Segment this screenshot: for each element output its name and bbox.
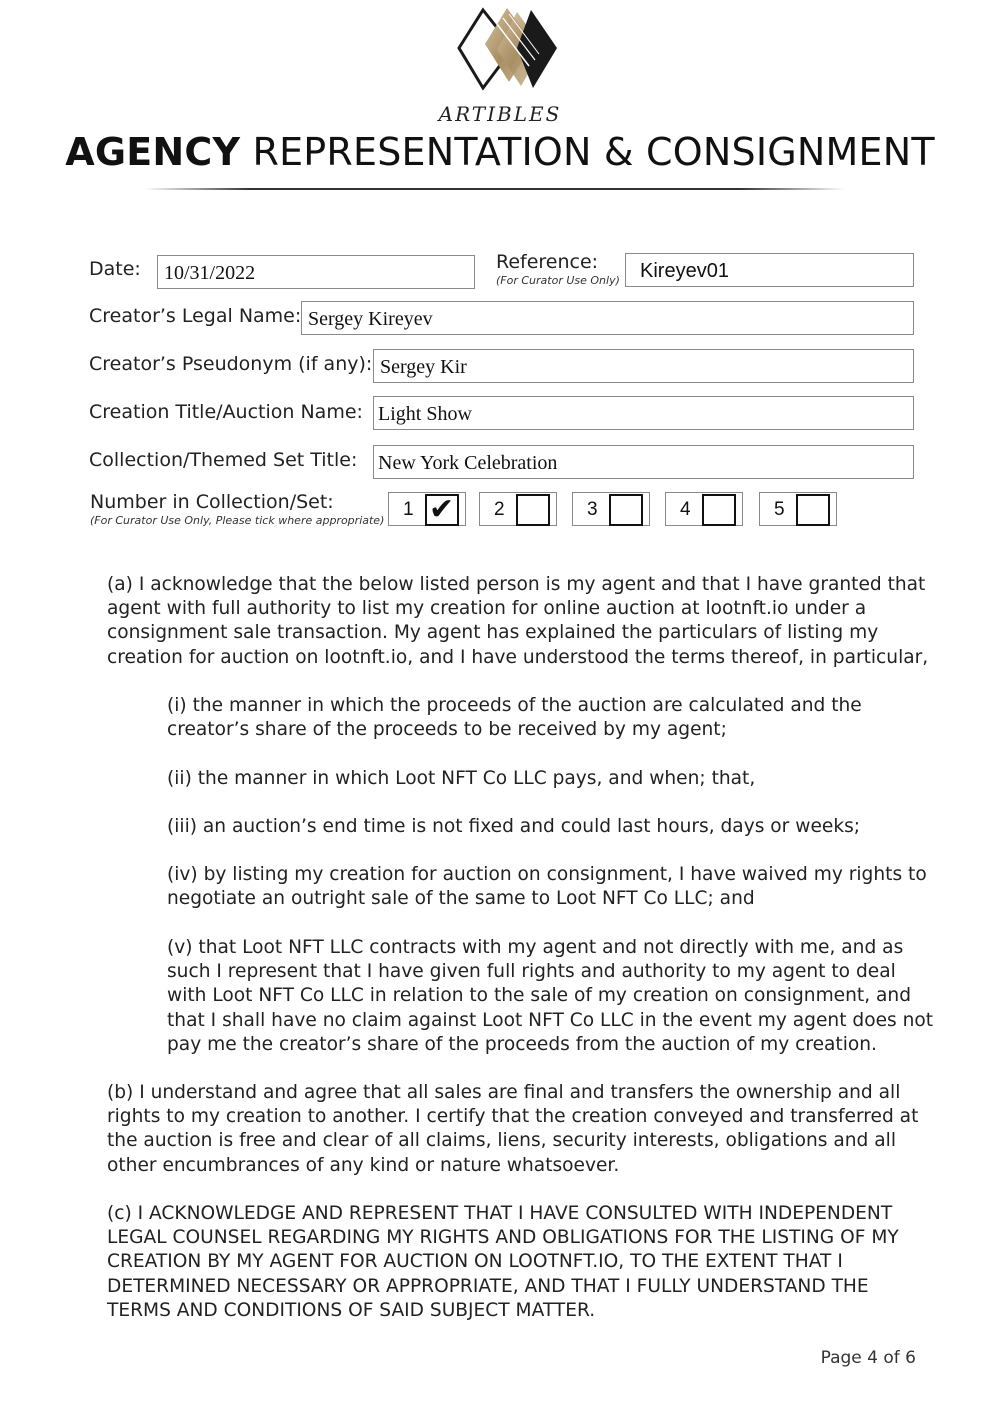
pseudonym-label: Creator’s Pseudonym (if any): xyxy=(89,353,373,375)
pseudonym-value: Sergey Kir xyxy=(380,356,467,378)
title-bold: AGENCY xyxy=(65,130,241,174)
collection-label: Collection/Themed Set Title: xyxy=(89,449,358,471)
clause-b xyxy=(107,1081,937,1178)
date-label: Date: xyxy=(89,258,141,280)
number-option-label: 5 xyxy=(774,499,785,520)
number-label: Number in Collection/Set: xyxy=(90,491,334,513)
clause-a xyxy=(107,573,937,670)
clause-v xyxy=(167,936,937,1057)
pseudonym-field[interactable] xyxy=(373,349,914,383)
clause-iv xyxy=(167,863,927,911)
number-checkbox[interactable] xyxy=(796,494,830,526)
collection-value: New York Celebration xyxy=(378,452,558,474)
creation-title-field[interactable] xyxy=(373,396,914,430)
legal-name-value: Sergey Kireyev xyxy=(308,308,433,330)
clause-c-text: (c) I ACKNOWLEDGE AND REPRESENT THAT I HAVE CONSULTED WITH INDEPENDENT LEGAL COUNSEL REGARDING MY RIGHTS AND OBLIGATIONS FOR THE LISTING OF MY CREATION BY MY AGENT FOR AUCTION ON LOOTNFT.IO, TO THE EXTENT THAT I DETERMINED NECESSARY OR APPROPRIATE, AND THAT I FULLY UNDERSTAND THE TERMS AND CONDITIONS OF SAID SUBJECT MATTER. xyxy=(107,1203,899,1321)
number-option-5[interactable] xyxy=(759,492,837,526)
number-option-4[interactable] xyxy=(665,492,743,526)
clause-iii-text: (iii) an auction’s end time is not fixed and could last hours, days or weeks; xyxy=(167,816,861,837)
creation-title-label: Creation Title/Auction Name: xyxy=(89,401,363,423)
date-value: 10/31/2022 xyxy=(164,262,256,284)
number-option-label: 3 xyxy=(587,499,598,520)
number-note: (For Curator Use Only, Please tick where appropriate) xyxy=(90,514,385,527)
clause-ii xyxy=(167,767,937,791)
clause-b-text: (b) I understand and agree that all sales are final and transfers the ownership and all rights to my creation to another. I certify that the creation conveyed and transferred at the auction is free and clear of all claims, liens, security interests, obligations and all other encumbrances of any kind or nature whatsoever. xyxy=(107,1082,919,1176)
brand-name: ARTIBLES xyxy=(438,102,562,126)
clause-iii xyxy=(167,815,937,839)
reference-note: (For Curator Use Only) xyxy=(496,274,620,287)
number-checkbox[interactable] xyxy=(702,494,736,526)
creation-title-value: Light Show xyxy=(378,403,472,425)
clause-iv-text: (iv) by listing my creation for auction on consignment, I have waived my rights to negotiate an outright sale of the same to Loot NFT Co LLC; and xyxy=(167,864,927,910)
number-option-label: 4 xyxy=(680,499,691,520)
reference-field[interactable] xyxy=(625,253,914,287)
title-divider xyxy=(145,188,845,190)
number-option-3[interactable] xyxy=(572,492,650,526)
number-checkbox[interactable] xyxy=(609,494,643,526)
legal-name-label: Creator’s Legal Name: xyxy=(89,305,302,327)
clause-a-text: (a) I acknowledge that the below listed person is my agent and that I have granted that agent with full authority to list my creation for online auction at lootnft.io under a consignment sale transaction. My agent has explained the particulars of listing my creation for auction on lootnft.io, and I have understood the terms thereof, in particular, xyxy=(107,574,929,668)
date-field[interactable] xyxy=(157,255,475,289)
number-option-label: 2 xyxy=(494,499,505,520)
check-mark-icon: ✔ xyxy=(429,492,455,527)
number-option-1[interactable] xyxy=(388,492,466,526)
clause-v-text: (v) that Loot NFT LLC contracts with my agent and not directly with me, and as such I represent that I have given full rights and authority to my agent to deal with Loot NFT Co LLC in relation to the sale of my creation on consignment, and that I shall have no claim against Loot NFT Co LLC in the event my agent does not pay me the creator’s share of the proceeds from the auction of my creation. xyxy=(167,937,934,1055)
clause-i-text: (i) the manner in which the proceeds of the auction are calculated and the creator’s share of the proceeds to be received by my agent; xyxy=(167,695,862,741)
collection-field[interactable] xyxy=(373,445,914,479)
clause-c xyxy=(107,1202,907,1323)
title-rest: REPRESENTATION & CONSIGNMENT xyxy=(252,130,935,174)
legal-name-field[interactable] xyxy=(301,301,914,335)
page-number: Page 4 of 6 xyxy=(820,1348,916,1368)
number-checkbox[interactable] xyxy=(516,494,550,526)
number-option-2[interactable] xyxy=(479,492,557,526)
number-option-label: 1 xyxy=(403,499,414,520)
reference-label: Reference: xyxy=(496,251,599,273)
reference-value: Kireyev01 xyxy=(640,260,729,282)
clause-i xyxy=(167,694,937,742)
page-title xyxy=(0,130,1000,174)
clause-ii-text: (ii) the manner in which Loot NFT Co LLC pays, and when; that, xyxy=(167,768,756,789)
number-checkbox[interactable] xyxy=(425,494,459,526)
